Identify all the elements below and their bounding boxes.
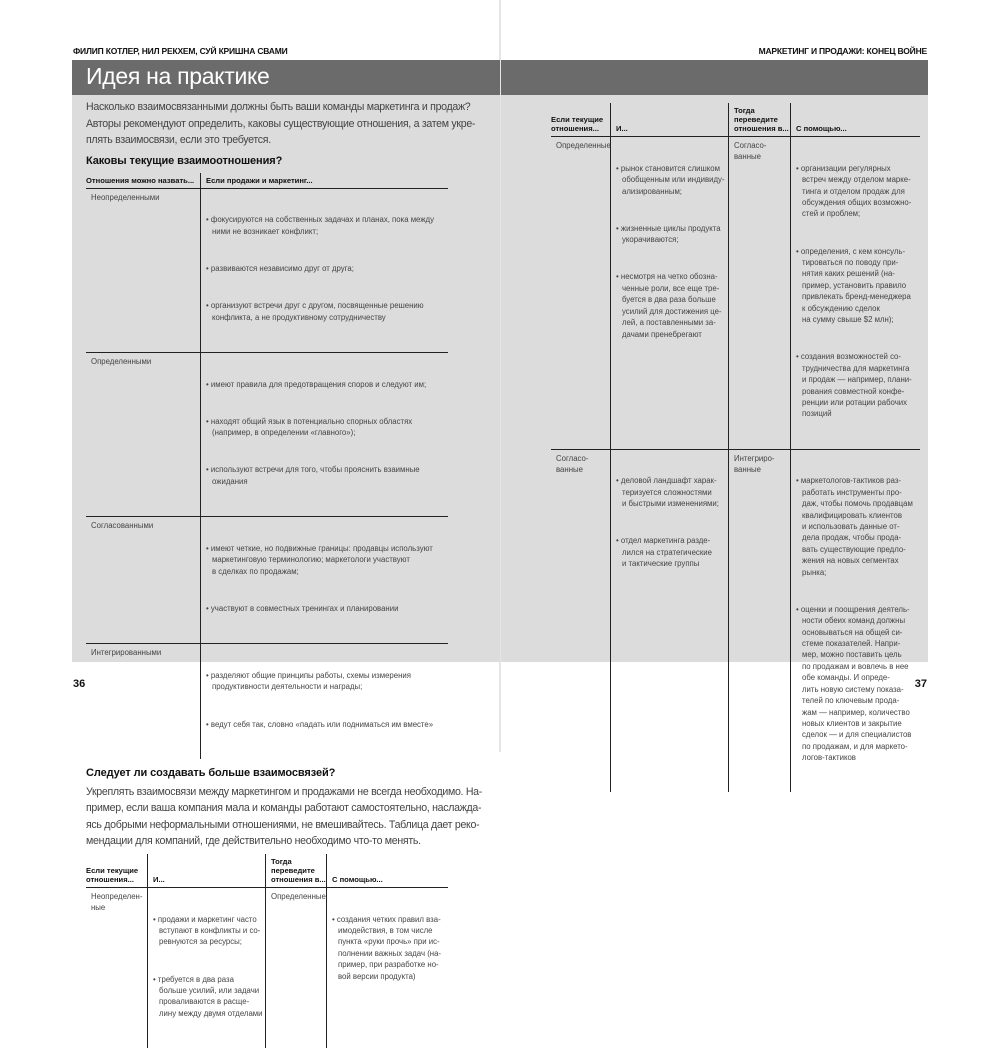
running-head-right: МАРКЕТИНГ И ПРОДАЖИ: КОНЕЦ ВОЙНЕ xyxy=(758,46,927,56)
page-number-right: 37 xyxy=(914,678,927,690)
list-item: • создания возможностей со- трудничества для маркетинга и продаж — например, плани- рования совместной конфе- ренции или ротации рабочих позиций xyxy=(796,351,916,419)
table-row-items xyxy=(200,643,448,759)
table-header: Отношения можно назвать... xyxy=(86,173,200,189)
list-item: • определения, с кем консуль- тироваться по поводу при- нятия каких решений (на- пример, установить правило привлекать бренд-менеджера к обсуждению сделок на сумму свыше $2 млн); xyxy=(796,246,916,326)
relations-table xyxy=(86,173,448,759)
relation-name: Определенными xyxy=(86,352,200,516)
left-page-content xyxy=(86,99,500,1048)
table-row-items xyxy=(200,516,448,643)
title-bar-right xyxy=(501,60,928,95)
list-item: • продажи и маркетинг часто вступают в конфликты и со- ревнуются за ресурсы; xyxy=(153,914,261,948)
list-item: • создания четких правил вза- имодействия, в том числе пункта «руки прочь» при ис- полнении важных задач (на- пример, при разработке но- вой версии продукта) xyxy=(332,914,444,982)
page-number-left: 36 xyxy=(73,678,86,690)
table-header: С помощью... xyxy=(790,103,920,137)
target-relation: Интегриро- ванные xyxy=(728,449,790,793)
list-item: • рынок становится слишком обобщенным или индивиду- ализированным; xyxy=(616,163,724,197)
table-header: Тогда переведите отношения в... xyxy=(728,103,790,137)
list-item: • организации регулярных встреч между отделом марке- тинга и отделом продаж для обсуждения общих возможно- стей и проблем; xyxy=(796,163,916,220)
list-item: • фокусируются на собственных задачах и планах, пока между ними не возникает конфликт; xyxy=(206,214,444,237)
list-item: • имеют правила для предотвращения споров и следуют им; xyxy=(206,379,444,390)
conditions-cell xyxy=(147,888,265,1048)
table-header: Тогда переведите отношения в... xyxy=(265,854,326,888)
target-relation: Согласо- ванные xyxy=(728,137,790,449)
list-item: • несмотря на четко обозна- ченные роли, все еще тре- буется в два раза больше усилий для достижения це- лей, а поставленными за- дачами пренебрегают xyxy=(616,271,724,339)
table-row-items xyxy=(200,352,448,516)
current-relation: Неопределен- ные xyxy=(91,891,143,913)
list-item: • развиваются независимо друг от друга; xyxy=(206,263,444,274)
relation-name: Согласованными xyxy=(86,516,200,643)
target-relation: Определенные xyxy=(265,888,326,1048)
intro-text: Насколько взаимосвязанными должны быть ваши команды маркетинга и продаж? Авторы рекомендуют определить, каковы существующие отношения, а затем укре- плять взаимосвязи, если это требуется. xyxy=(86,101,476,146)
means-cell xyxy=(790,137,920,449)
list-item: • маркетологов-тактиков раз- работать инструменты про- даж, чтобы помочь продавцам квалифицировать клиентов и использовать данные от- дела продаж, чтобы прода- вать существующие предло- жения на новых сегментах рынка; xyxy=(796,475,916,578)
list-item: • находят общий язык в потенциально спорных областях (например, в определении «главного»); xyxy=(206,416,444,439)
page-title: Идея на практике xyxy=(86,63,270,89)
list-item: • деловой ландшафт харак- теризуется сложностями и быстрыми изменениями; xyxy=(616,475,724,509)
section2-text: Укреплять взаимосвязи между маркетингом и продажами не всегда необходимо. На- пример, если ваша компания мала и команды работают самостоятельно, наслажда- ясь добрыми неформальными отношениями, не вмешивайтесь. Таблица дает реко- мендации для компаний, где действительно необходимо что-то менять. xyxy=(86,785,482,848)
conditions-cell xyxy=(610,449,728,793)
list-item: • требуется в два раза больше усилий, или задачи проваливаются в расще- лину между двумя отделами xyxy=(153,974,261,1020)
section-heading-current-relations: Каковы текущие взаимоотношения? xyxy=(86,154,283,167)
recommendations-table-continued xyxy=(551,103,920,792)
current-relation: Определенные xyxy=(556,141,611,150)
current-relation: Согласо- ванные xyxy=(551,449,610,793)
table-header: Если продажи и маркетинг... xyxy=(200,173,448,189)
list-item: • жизненные циклы продукта укорачиваются; xyxy=(616,223,724,246)
recommendations-table xyxy=(86,854,448,1048)
relation-name: Неопределенными xyxy=(91,192,160,202)
table-header: Если текущие отношения... xyxy=(551,103,610,137)
list-item: • разделяют общие принципы работы, схемы измерения продуктивности деятельности и награды; xyxy=(206,670,444,693)
table-header: И... xyxy=(147,854,265,888)
list-item: • используют встречи для того, чтобы прояснить взаимные ожидания xyxy=(206,464,444,487)
table-header: И... xyxy=(610,103,728,137)
section-heading-more-links: Следует ли создавать больше взаимосвязей? xyxy=(86,766,336,779)
list-item: • отдел маркетинга разде- лился на стратегические и тактические группы xyxy=(616,535,724,569)
list-item: • участвуют в совместных тренингах и планировании xyxy=(206,603,444,614)
relation-name: Интегрированными xyxy=(86,643,200,759)
means-cell xyxy=(790,449,920,793)
list-item: • организуют встречи друг с другом, посвященные решению конфликта, а не продуктивному сотрудничеству xyxy=(206,300,444,323)
list-item: • оценки и поощрения деятель- ности обеих команд должны основываться на общей си- стеме показателей. Напри- мер, можно поставить цель по продажам и вовлечь в нее обе команды. И опреде- лить новую систему показа- телей по ключевым прода- жам — например, количество новых клиентов и закрытие сделок — и для специалистов по продажам, и для маркето- логов-тактиков xyxy=(796,604,916,764)
conditions-cell xyxy=(610,137,728,449)
list-item: • ведут себя так, словно «падать или подниматься им вместе» xyxy=(206,719,444,730)
table-header: С помощью... xyxy=(326,854,448,888)
list-item: • имеют четкие, но подвижные границы: продавцы используют маркетинговую терминологию; маркетологи участвуют в сделках по продажам; xyxy=(206,543,444,577)
running-head-left: ФИЛИП КОТЛЕР, НИЛ РЕКХЕМ, СУЙ КРИШНА СВАМИ xyxy=(73,46,288,56)
means-cell xyxy=(326,888,448,1048)
table-row-items xyxy=(200,189,448,352)
table-header: Если текущие отношения... xyxy=(86,854,147,888)
